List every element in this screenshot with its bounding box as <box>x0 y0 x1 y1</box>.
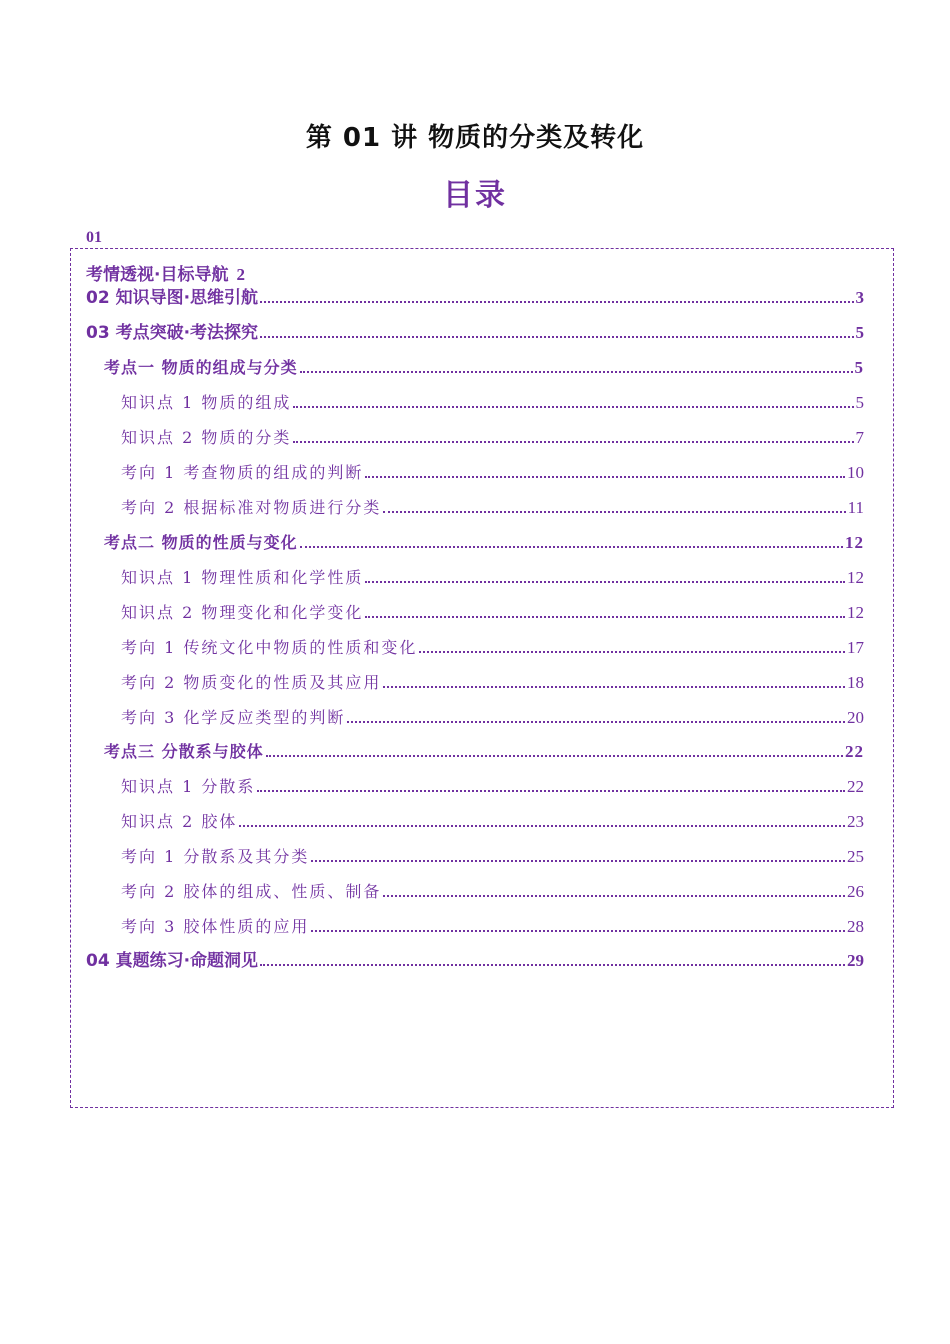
toc-leader <box>383 686 845 688</box>
toc-entry-page: 5 <box>854 358 864 377</box>
toc-entry-section[interactable] <box>86 284 864 308</box>
toc-entry-label: 知识点 2 物理变化和化学变化 <box>121 603 364 622</box>
toc-entry-page: 12 <box>847 568 864 587</box>
toc-entry-label: 03 考点突破·考法探究 <box>86 323 259 343</box>
toc-entry-subtopic[interactable] <box>121 634 864 658</box>
toc-entry-subtopic[interactable] <box>121 843 864 867</box>
toc-entry-label: 考点二 物质的性质与变化 <box>104 533 298 552</box>
toc-entry-page: 28 <box>847 917 864 936</box>
toc-entry-page: 29 <box>847 951 864 970</box>
toc-entry-label: 考向 1 传统文化中物质的性质和变化 <box>121 638 418 657</box>
toc-entry-label: 考向 3 胶体性质的应用 <box>121 917 310 936</box>
toc-entry-page: 11 <box>847 498 864 517</box>
toc-entry-label: 考向 2 根据标准对物质进行分类 <box>121 498 382 517</box>
toc-leader <box>365 581 845 583</box>
toc-leader <box>300 546 843 548</box>
toc-entry-label: 知识点 1 分散系 <box>121 777 256 796</box>
toc-leader <box>347 721 845 723</box>
toc-leader <box>383 895 845 897</box>
toc-leader <box>260 301 853 303</box>
toc-entry-subtopic[interactable] <box>121 494 864 518</box>
toc-entry-subtopic[interactable] <box>121 808 864 832</box>
toc-entry-label: 考点一 物质的组成与分类 <box>104 358 298 377</box>
toc-entry-subtopic[interactable] <box>121 564 864 588</box>
toc-entry-section[interactable] <box>86 319 864 343</box>
toc-leader <box>266 755 843 757</box>
toc-entry-page: 22 <box>845 742 864 761</box>
toc-entry-subtopic[interactable] <box>121 389 864 413</box>
toc-leader <box>383 511 845 513</box>
toc-entry-page: 18 <box>847 673 864 692</box>
toc-leader <box>293 441 853 443</box>
toc-entry-topic[interactable] <box>104 354 864 378</box>
toc-entry-page: 12 <box>845 533 864 552</box>
toc-entry-label: 知识点 2 物质的分类 <box>121 428 292 447</box>
toc-leader <box>311 860 845 862</box>
toc-entry-page: 12 <box>847 603 864 622</box>
toc-leader <box>257 790 845 792</box>
toc-entry-page: 23 <box>847 812 864 831</box>
toc-entry-section[interactable] <box>86 947 864 971</box>
toc-leader <box>293 406 853 408</box>
toc-entry-subtopic[interactable] <box>121 424 864 448</box>
toc-entry-subtopic[interactable] <box>121 704 864 728</box>
toc-entry-label: 考向 3 化学反应类型的判断 <box>121 708 346 727</box>
toc-entry-label: 考向 2 胶体的组成、性质、制备 <box>121 882 382 901</box>
toc-entry-page: 20 <box>847 708 864 727</box>
toc-leader <box>260 964 845 966</box>
toc-entry-subtopic[interactable] <box>121 459 864 483</box>
toc-entry-topic[interactable] <box>104 529 864 553</box>
toc-heading: 目录 <box>443 178 507 213</box>
toc-entry-page: 3 <box>855 288 864 307</box>
toc-entry-label: 考向 1 分散系及其分类 <box>121 847 310 866</box>
toc-leader <box>239 825 845 827</box>
toc-entry-page: 25 <box>847 847 864 866</box>
page-title: 第 01 讲 物质的分类及转化 <box>305 123 645 153</box>
toc-leader <box>365 476 845 478</box>
toc-leader <box>300 371 853 373</box>
toc-entry-page: 5 <box>855 393 864 412</box>
toc-first-number: 01 <box>86 229 102 246</box>
toc-leader <box>365 616 845 618</box>
toc-entry-label: 知识点 2 胶体 <box>121 812 238 831</box>
toc-entry-subtopic[interactable] <box>121 773 864 797</box>
toc-leader <box>419 651 845 653</box>
toc-entry-topic[interactable] <box>104 738 864 762</box>
toc-entry-subtopic[interactable] <box>121 599 864 623</box>
toc-entry-subtopic[interactable] <box>121 669 864 693</box>
toc-entry-label: 知识点 1 物质的组成 <box>121 393 292 412</box>
toc-entry-label: 02 知识导图·思维引航 <box>86 288 259 308</box>
toc-entry-page: 7 <box>855 428 864 447</box>
toc-entry-subtopic[interactable] <box>121 913 864 937</box>
toc-entry-label: 考点三 分散系与胶体 <box>104 742 264 761</box>
toc-entry-label: 考向 2 物质变化的性质及其应用 <box>121 673 382 692</box>
toc-entry-label: 知识点 1 物理性质和化学性质 <box>121 568 364 587</box>
toc-leader <box>311 930 845 932</box>
toc-entry-label: 考向 1 考查物质的组成的判断 <box>121 463 364 482</box>
toc-entry-page: 5 <box>855 323 864 342</box>
toc-entry-page: 10 <box>847 463 864 482</box>
toc-entry-page: 26 <box>847 882 864 901</box>
toc-entry-label: 考情透视·目标导航 <box>86 265 229 285</box>
toc-entry-page: 2 <box>236 265 245 284</box>
toc-entry-page: 22 <box>847 777 864 796</box>
toc-entry-first[interactable] <box>86 260 245 285</box>
toc-leader <box>260 336 853 338</box>
toc-entry-label: 04 真题练习·命题洞见 <box>86 951 259 971</box>
toc-entry-subtopic[interactable] <box>121 878 864 902</box>
toc-entry-page: 17 <box>847 638 864 657</box>
